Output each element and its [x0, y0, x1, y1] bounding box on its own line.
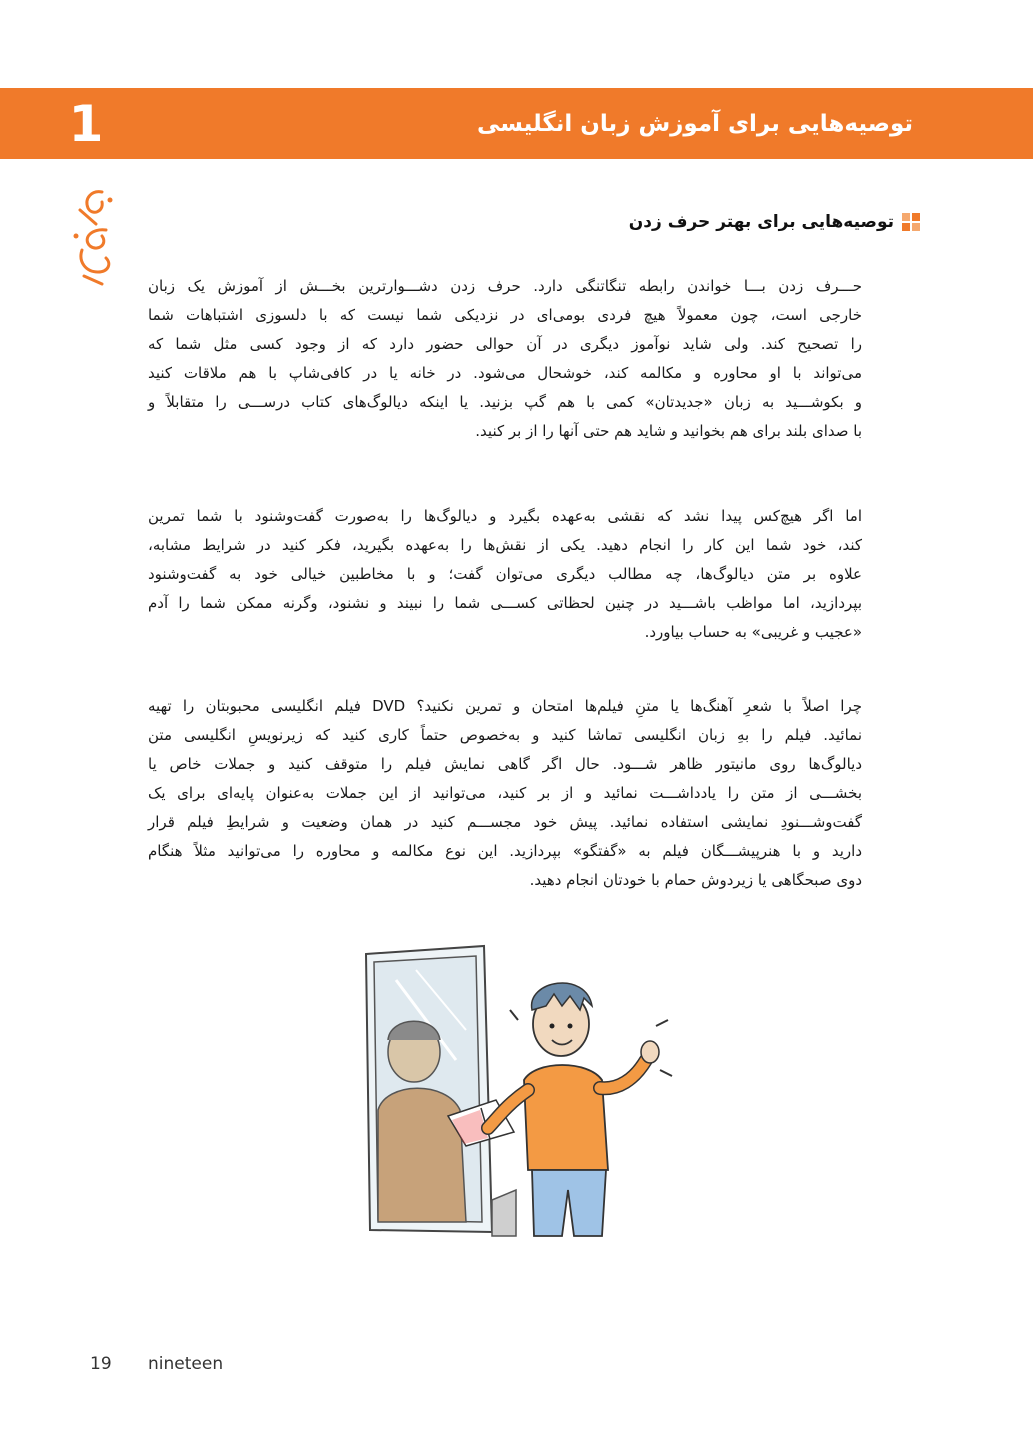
bullet-square — [902, 213, 910, 221]
paragraph-line: نمائید. فیلم را بهِ زبان انگلیسی تماشا کنید و به‌خصوص حتماً کاری کنید که زیرنویسِ انگلیسی متن — [148, 726, 862, 744]
paragraph-line: بخشـــی از متن را یادداشـــت نمائید و از بر کنید، می‌توانید از این جملات به‌عنوان پایه‌ای برای یک — [148, 784, 862, 802]
section-heading — [520, 204, 920, 240]
paragraph-line: حـــرف زدن بـــا خواندن رابطه تنگاتنگی دارد. حرف زدن دشـــوارترین بخـــش از آموزش یک زبان — [148, 277, 862, 295]
paragraph-line: گفت‌وشـــنودِ نمایشی استفاده نمائید. پیش خود مجســـم کنید در همان وضعیت و شرایطِ فیلم قرار — [148, 813, 862, 831]
orange-calligraphy-icon — [62, 180, 122, 290]
square-bullet-icon — [902, 213, 920, 231]
paragraph-line: علاوه بر متن دیالوگ‌ها، چه مطالب دیگری می‌توان گفت؛ و با مخاطبین خیالی خود به گفت‌وشنود — [148, 565, 862, 583]
paragraph-line: «عجیب و غریبی» به حساب بیاورد. — [644, 623, 862, 641]
chapter-title: توصیه‌هایی برای آموزش زبان انگلیسی — [476, 111, 913, 137]
bullet-square — [902, 223, 910, 231]
paragraph-1 — [148, 272, 862, 446]
page-number: 19 — [90, 1354, 112, 1374]
paragraph-line: خارجی است، چون معمولاً هیچ فردی بومی‌ای در نزدیکی شما نیست که با دلسوزی اشتباهات شما — [148, 306, 862, 324]
paragraph-3 — [148, 692, 862, 895]
page-number-word: nineteen — [148, 1354, 224, 1374]
paragraph-line: دوی صبحگاهی یا زیردوش حمام با خودتان انجام دهید. — [529, 871, 862, 889]
paragraph-line: با صدای بلند برای هم بخوانید و شاید هم حتی آنها را از بر کنید. — [475, 422, 862, 440]
paragraph-line: دیالوگ‌ها روی مانیتور ظاهر شـــود. حال اگر گاهی نمایش فیلم را متوقف کنید و جملات خاص یا — [148, 755, 862, 773]
paragraph-line: را تصحیح کند. ولی شاید نوآموز دیگری در آن حوالی حضور دارد که از وجود کسی مثل شما که — [148, 335, 862, 353]
paragraph-line: می‌تواند با او محاوره و مکالمه کند، خوشحال می‌شود. در خانه یا در کافی‌شاپ با هم ملاقات کنید — [148, 364, 862, 382]
paragraph-line: کند، خود شما این کار را انجام دهید. یکی از نقش‌ها را به‌عهده بگیرید، فکر کنید در شرایط مشابه، — [148, 536, 862, 554]
chapter-number: 1 — [68, 95, 104, 153]
cartoon-man-mirror-illustration — [356, 940, 696, 1240]
paragraph-line: و بکوشـــید به زبان «جدیدتان» کمی با هم گپ بزنید. یا اینکه دیالوگ‌های کتاب درســـی را متقابلاً و — [148, 393, 862, 411]
paragraph-2 — [148, 502, 862, 647]
bullet-square — [912, 223, 920, 231]
paragraph-line: بپردازید، اما مواظب باشـــید در چنین لحظاتی کســـی شما را نبیند و نشنود، وگرنه ممکن شما را آدم — [148, 594, 862, 612]
paragraph-line: چرا اصلاً با شعرِ آهنگ‌ها یا متنِ فیلم‌ها امتحان و تمرین نکنید؟ DVD فیلم انگلیسی محبوبتان را تهیه — [148, 697, 862, 715]
section-title: توصیه‌هایی برای بهتر حرف زدن — [628, 212, 894, 232]
bullet-square — [912, 213, 920, 221]
paragraph-line: دارید و با هنرپیشـــگان فیلم به «گفتگو» بپردازید. این نوع مکالمه و محاوره را می‌توانید مثلاً هنگام — [148, 842, 862, 860]
paragraph-line: اما اگر هیچ‌کس پیدا نشد که نقشی به‌عهده بگیرد و دیالوگ‌ها را به‌صورت گفت‌وشنود با شما تمرین — [148, 507, 862, 525]
